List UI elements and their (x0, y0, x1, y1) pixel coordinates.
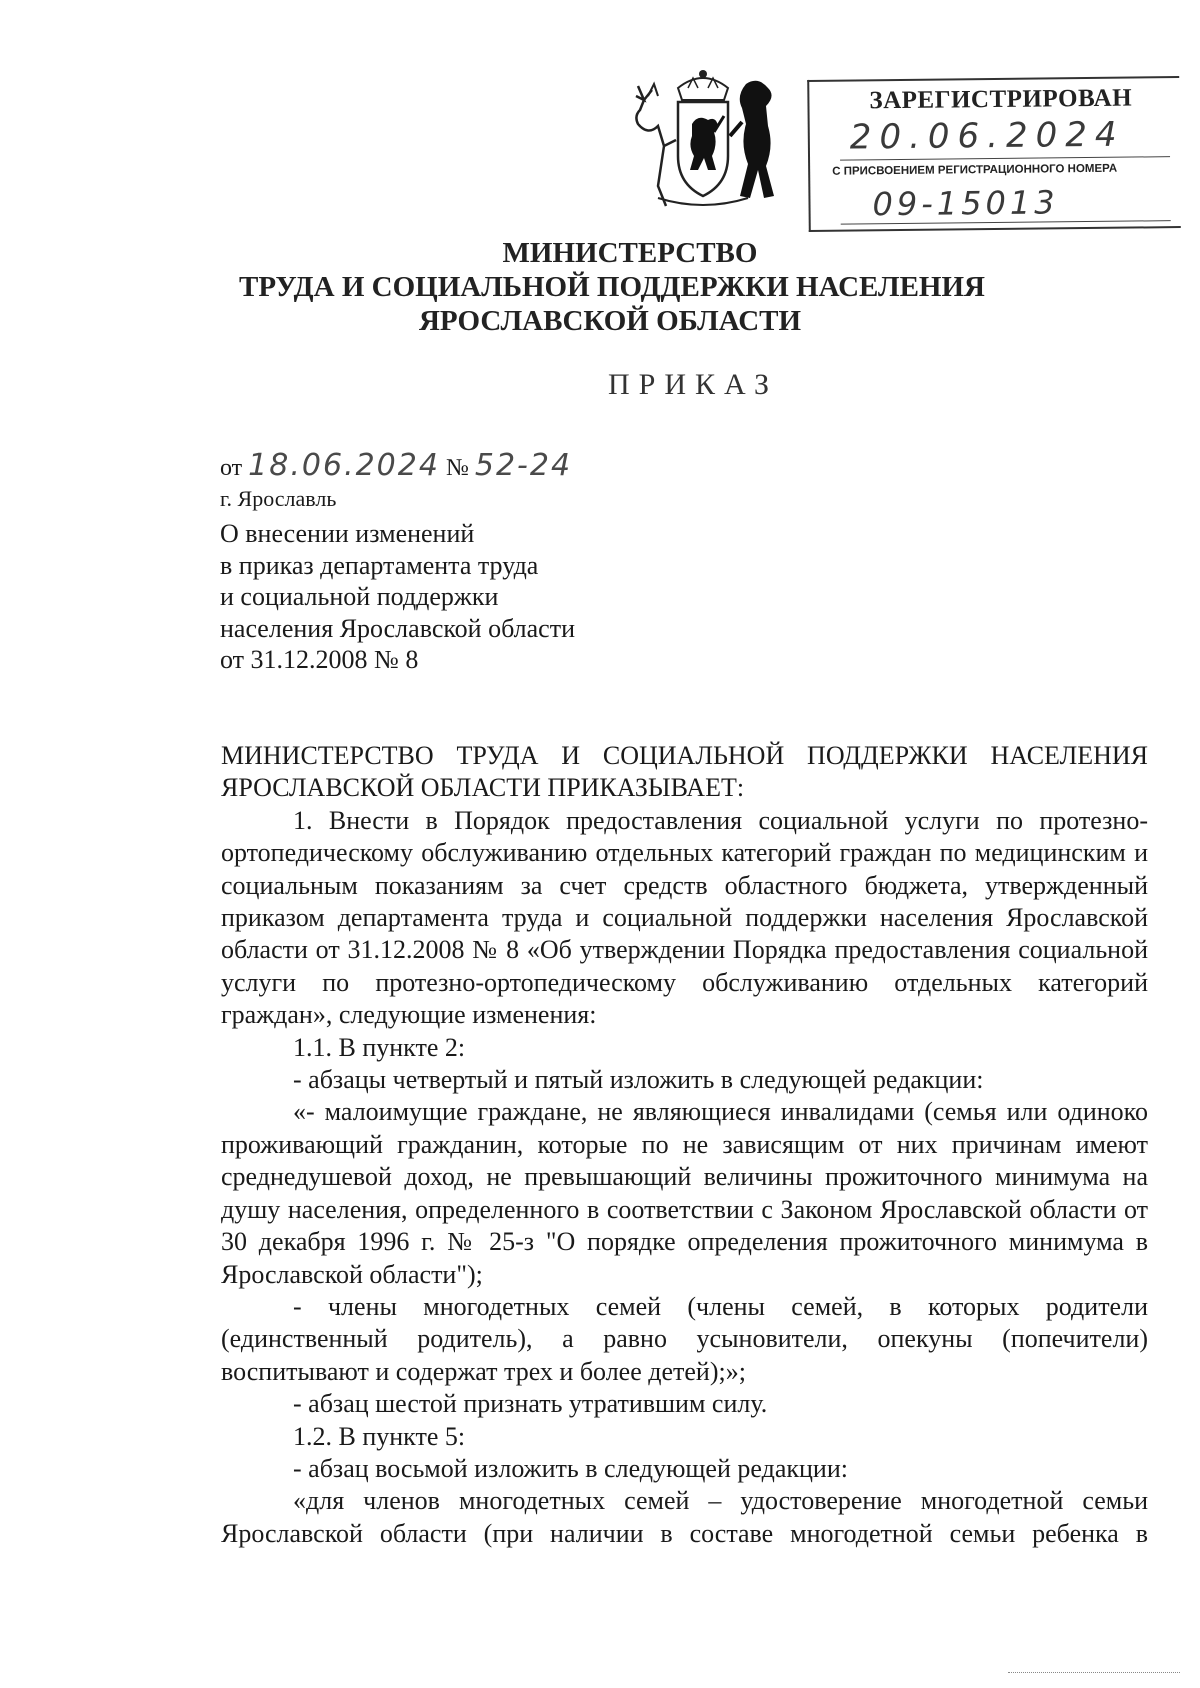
body-paragraph: - члены многодетных семей (члены семей, в которых родители (единственный родитель), а равно усыновители, опекуны (попечители) воспитывают и содержат трех и более детей);»; (221, 1291, 1148, 1386)
subject-line: О внесении изменений (220, 519, 475, 548)
body-paragraph: 1.2. В пункте 5: (293, 1421, 466, 1451)
ministry-heading-line: ТРУДА И СОЦИАЛЬНОЙ ПОДДЕРЖКИ НАСЕЛЕНИЯ (239, 271, 985, 303)
coat-of-arms-emblem (618, 66, 788, 216)
ministry-heading-line: МИНИСТЕРСТВО (502, 237, 758, 269)
subject-line: в приказ департамента труда (220, 550, 539, 580)
body-paragraph: «- малоимущие граждане, не являющиеся инвалидами (семья или одиноко проживающий гражданин, которые по не зависящим от них причинам имеют среднедушевой доход, не превышающий величины прожиточного минимума на душу населения, определенного в соответствии с Законом Ярославской области от 30 декабря 1996 г. № 25-з "О порядке определения прожиточного минимума в Ярославской области"); (221, 1097, 1148, 1289)
document-type-title: ПРИКАЗ (608, 368, 778, 401)
order-date-handwritten: 18.06.2024 (248, 448, 440, 483)
preamble-paragraph: МИНИСТЕРСТВО ТРУДА И СОЦИАЛЬНОЙ ПОДДЕРЖКИ НАСЕЛЕНИЯ ЯРОСЛАВСКОЙ ОБЛАСТИ ПРИКАЗЫВАЕТ: (221, 741, 1148, 803)
order-subject (220, 518, 575, 676)
subject-line: и социальной поддержки (220, 582, 499, 611)
number-label: № (445, 455, 469, 481)
order-number-handwritten: 52-24 (474, 448, 573, 483)
subject-line: населения Ярославской области (220, 613, 575, 643)
body-paragraph: - абзац шестой признать утратившим силу. (293, 1389, 768, 1419)
body-paragraph: - абзац восьмой изложить в следующей редакции: (293, 1453, 848, 1483)
scan-edge-mark (1008, 1672, 1180, 1673)
from-label: от (220, 455, 243, 481)
order-date-number-line (220, 448, 572, 483)
stamp-number-handwritten: 09-15013 (872, 183, 1059, 224)
order-body (221, 740, 1148, 1550)
body-paragraph: «для членов многодетных семей – удостоверение многодетной семьи Ярославской области (при наличии в составе многодетной семьи ребенка в (221, 1486, 1148, 1548)
stamp-date-handwritten: 20.06.2024 (849, 114, 1125, 158)
stamp-title: ЗАРЕГИСТРИРОВАН (869, 84, 1133, 115)
subject-line: от 31.12.2008 № 8 (220, 645, 419, 674)
stamp-subtitle: С ПРИСВОЕНИЕМ РЕГИСТРАЦИОННОГО НОМЕРА (832, 162, 1118, 178)
ministry-heading-line: ЯРОСЛАВСКОЙ ОБЛАСТИ (418, 305, 802, 337)
body-paragraph: 1. Внести в Порядок предоставления социальной услуги по протезно-ортопедическому обслуживанию отдельных категорий граждан по медицинским и социальным показаниям за счет средств областного бюджета, утвержденный приказом департамента труда и социальной поддержки населения Ярославской области от 31.12.2008 № 8 «Об утверждении Порядка предоставления социальной услуги по протезно-ортопедическому обслуживанию отдельных категорий граждан», следующие изменения: (221, 805, 1148, 1030)
body-paragraph: 1.1. В пункте 2: (293, 1032, 466, 1062)
registration-stamp (807, 76, 1181, 232)
city-line: г. Ярославль (220, 486, 337, 511)
body-paragraph: - абзацы четвертый и пятый изложить в следующей редакции: (293, 1065, 984, 1095)
